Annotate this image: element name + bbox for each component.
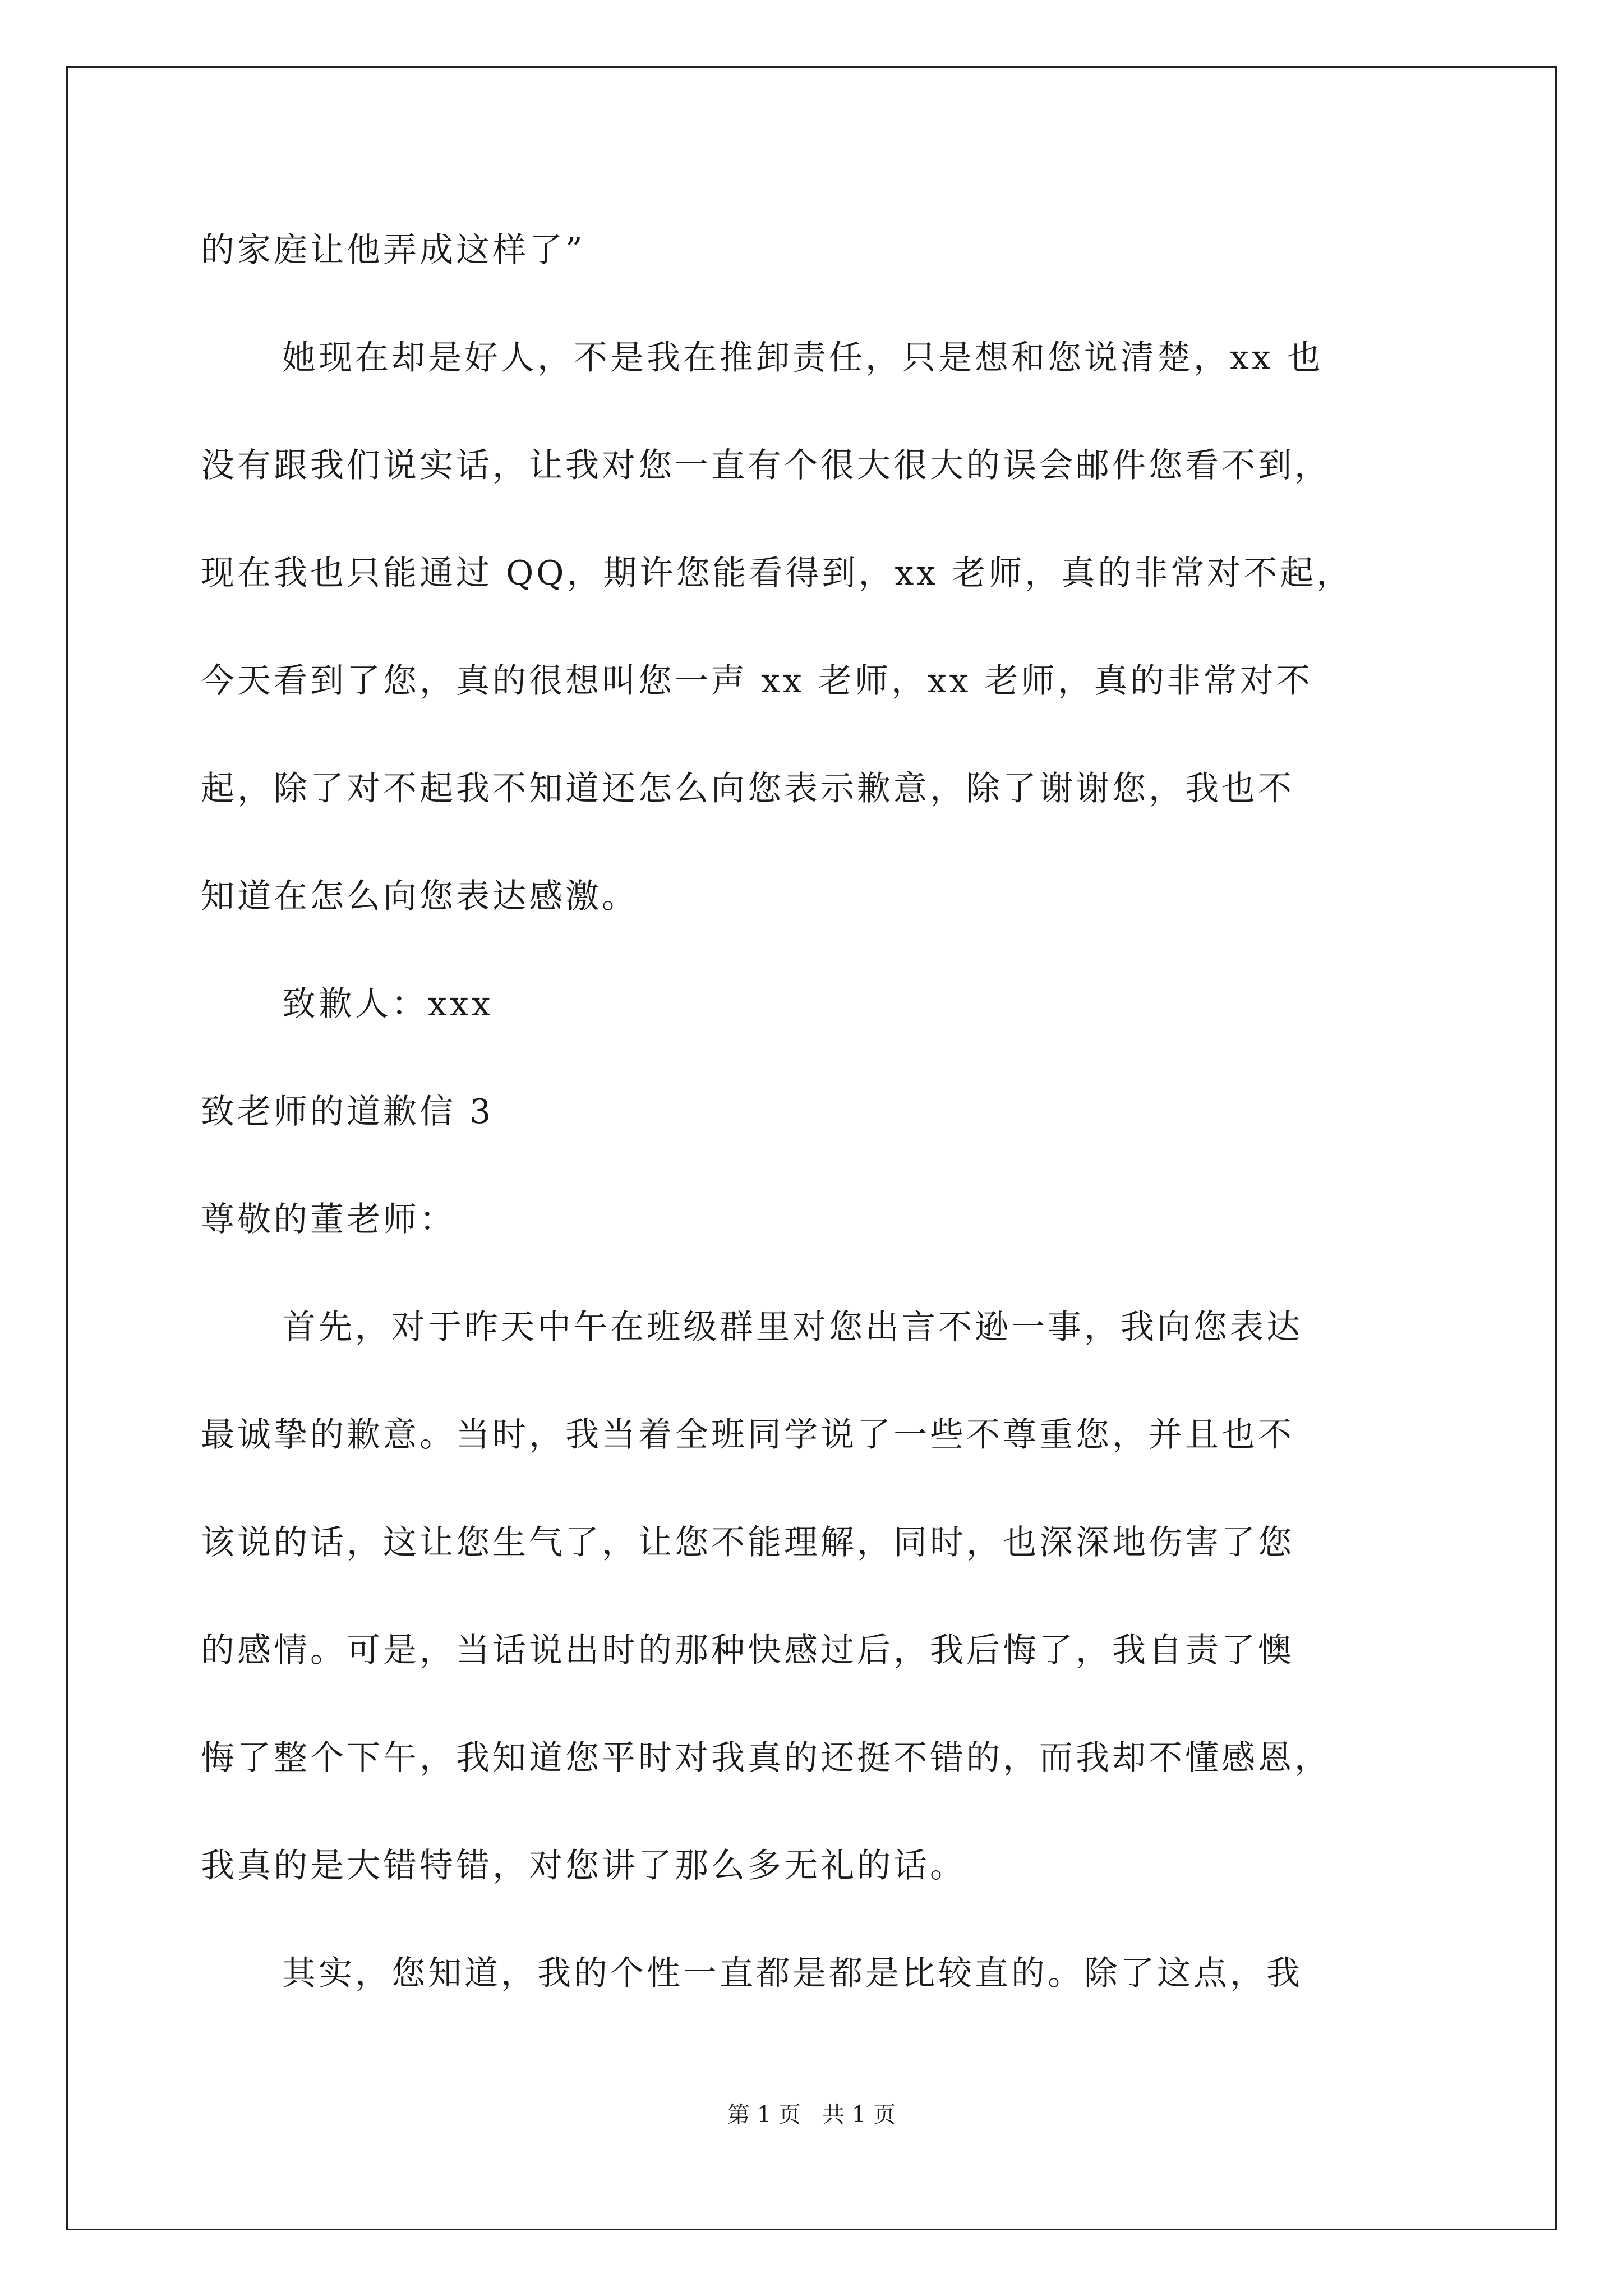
text-line: 没有跟我们说实话，让我对您一直有个很大很大的误会邮件您看不到， xyxy=(201,446,1331,485)
text-line: 今天看到了您，真的很想叫您一声 xx 老师，xx 老师，真的非常对不 xyxy=(201,661,1313,701)
signature-line: 致歉人：xxx xyxy=(282,984,494,1024)
text-line: 她现在却是好人，不是我在推卸责任，只是想和您说清楚，xx 也 xyxy=(282,338,1324,378)
text-line: 的家庭让他弄成这样了” xyxy=(201,231,585,270)
section-heading: 致老师的道歉信 3 xyxy=(201,1092,494,1131)
text-line: 该说的话，这让您生气了，让您不能理解，同时，也深深地伤害了您 xyxy=(201,1523,1294,1562)
text-line: 我真的是大错特错，对您讲了那么多无礼的话。 xyxy=(201,1846,966,1885)
text-line: 知道在怎么向您表达感激。 xyxy=(201,877,638,916)
text-line: 起，除了对不起我不知道还怎么向您表示歉意，除了谢谢您，我也不 xyxy=(201,769,1294,808)
page-number: 第 1 页 共 1 页 xyxy=(727,2102,896,2128)
text-line: 的感情。可是，当话说出时的那种快感过后，我后悔了，我自责了懊 xyxy=(201,1631,1294,1670)
text-line: 悔了整个下午，我知道您平时对我真的还挺不错的，而我却不懂感恩， xyxy=(201,1738,1331,1778)
text-line: 最诚挚的歉意。当时，我当着全班同学说了一些不尊重您，并且也不 xyxy=(201,1415,1294,1455)
page-border xyxy=(66,66,1557,2230)
text-line: 其实，您知道，我的个性一直都是都是比较直的。除了这点，我 xyxy=(282,1954,1303,1993)
text-line: 首先，对于昨天中午在班级群里对您出言不逊一事，我向您表达 xyxy=(282,1308,1303,1347)
text-line: 现在我也只能通过 QQ，期许您能看得到，xx 老师，真的非常对不起， xyxy=(201,554,1353,593)
salutation: 尊敬的董老师： xyxy=(201,1200,456,1239)
